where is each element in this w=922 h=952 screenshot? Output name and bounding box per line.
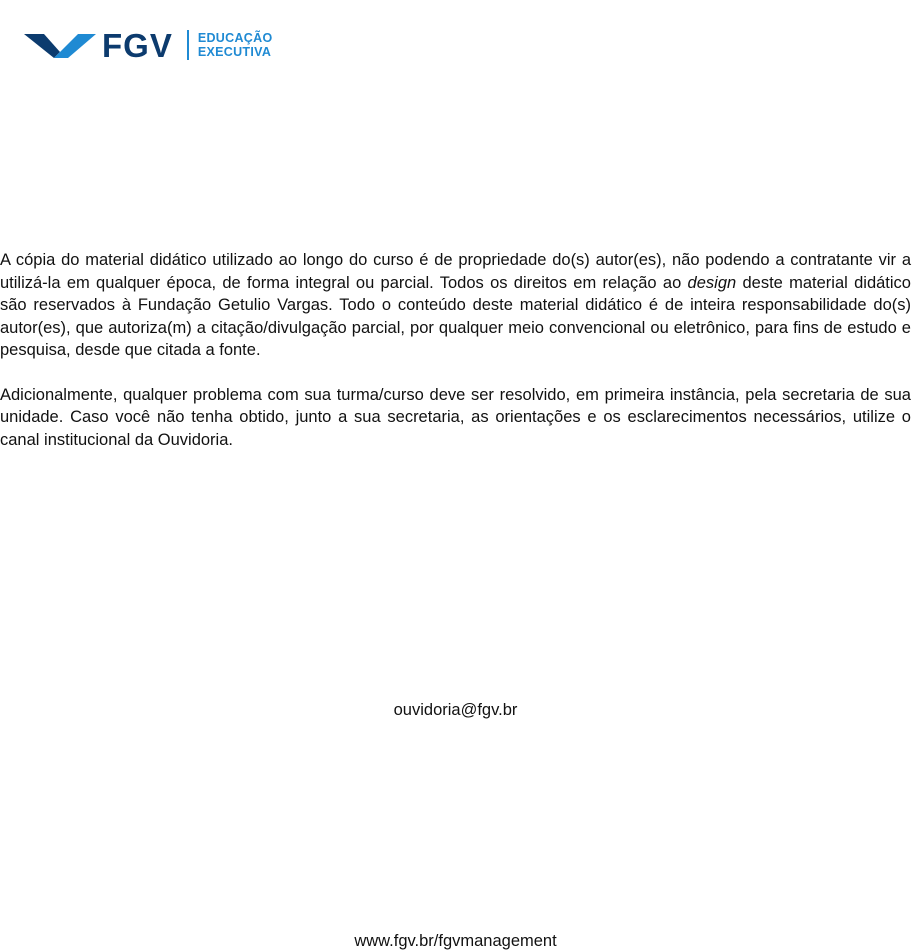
chevron-blue-shape <box>54 34 96 58</box>
logo-subtitle <box>198 31 273 59</box>
logo-subtitle-line1: EDUCAÇÃO <box>197 31 273 45</box>
ombudsman-email[interactable]: ouvidoria@fgv.br <box>393 701 518 719</box>
copyright-text-part2: deste material didático são reservados à Fundação Getulio Vargas. Todo o conteúdo deste material didático é de inteira responsabilidade do(s) autor(es), que autoriza(m) a citação/divulgação parcial, por qualquer meio convencional ou eletrônico, para fins de estudo e pesquisa, desde que citada a fonte. <box>0 273 911 359</box>
ombudsman-paragraph: Adicionalmente, qualquer problema com sua turma/curso deve ser resolvido, em primeira instância, pela secretaria de sua unidade. Caso você não tenha obtido, junto a sua secretaria, as orientações e os esclarecimentos necessários, utilize o canal institucional da Ouvidoria. <box>0 385 911 449</box>
copyright-text-part1: A cópia do material didático utilizado ao longo do curso é de propriedade do(s) autor(es), não podendo a contratante vir a utilizá-la em qualquer época, de forma integral ou parcial. Todos os direitos em relação ao <box>0 251 911 292</box>
logo-divider <box>187 30 189 60</box>
chevron-dark-shape <box>24 34 60 58</box>
fgv-logo <box>24 28 272 62</box>
website-url[interactable]: www.fgv.br/fgvmanagement <box>354 932 557 950</box>
document-body <box>0 249 911 473</box>
fgv-chevron-icon <box>24 32 96 58</box>
logo-subtitle-line2: EXECUTIVA <box>197 45 272 59</box>
design-word: design <box>687 273 737 292</box>
logo-wordmark: FGV <box>102 26 173 64</box>
copyright-paragraph <box>0 249 911 362</box>
